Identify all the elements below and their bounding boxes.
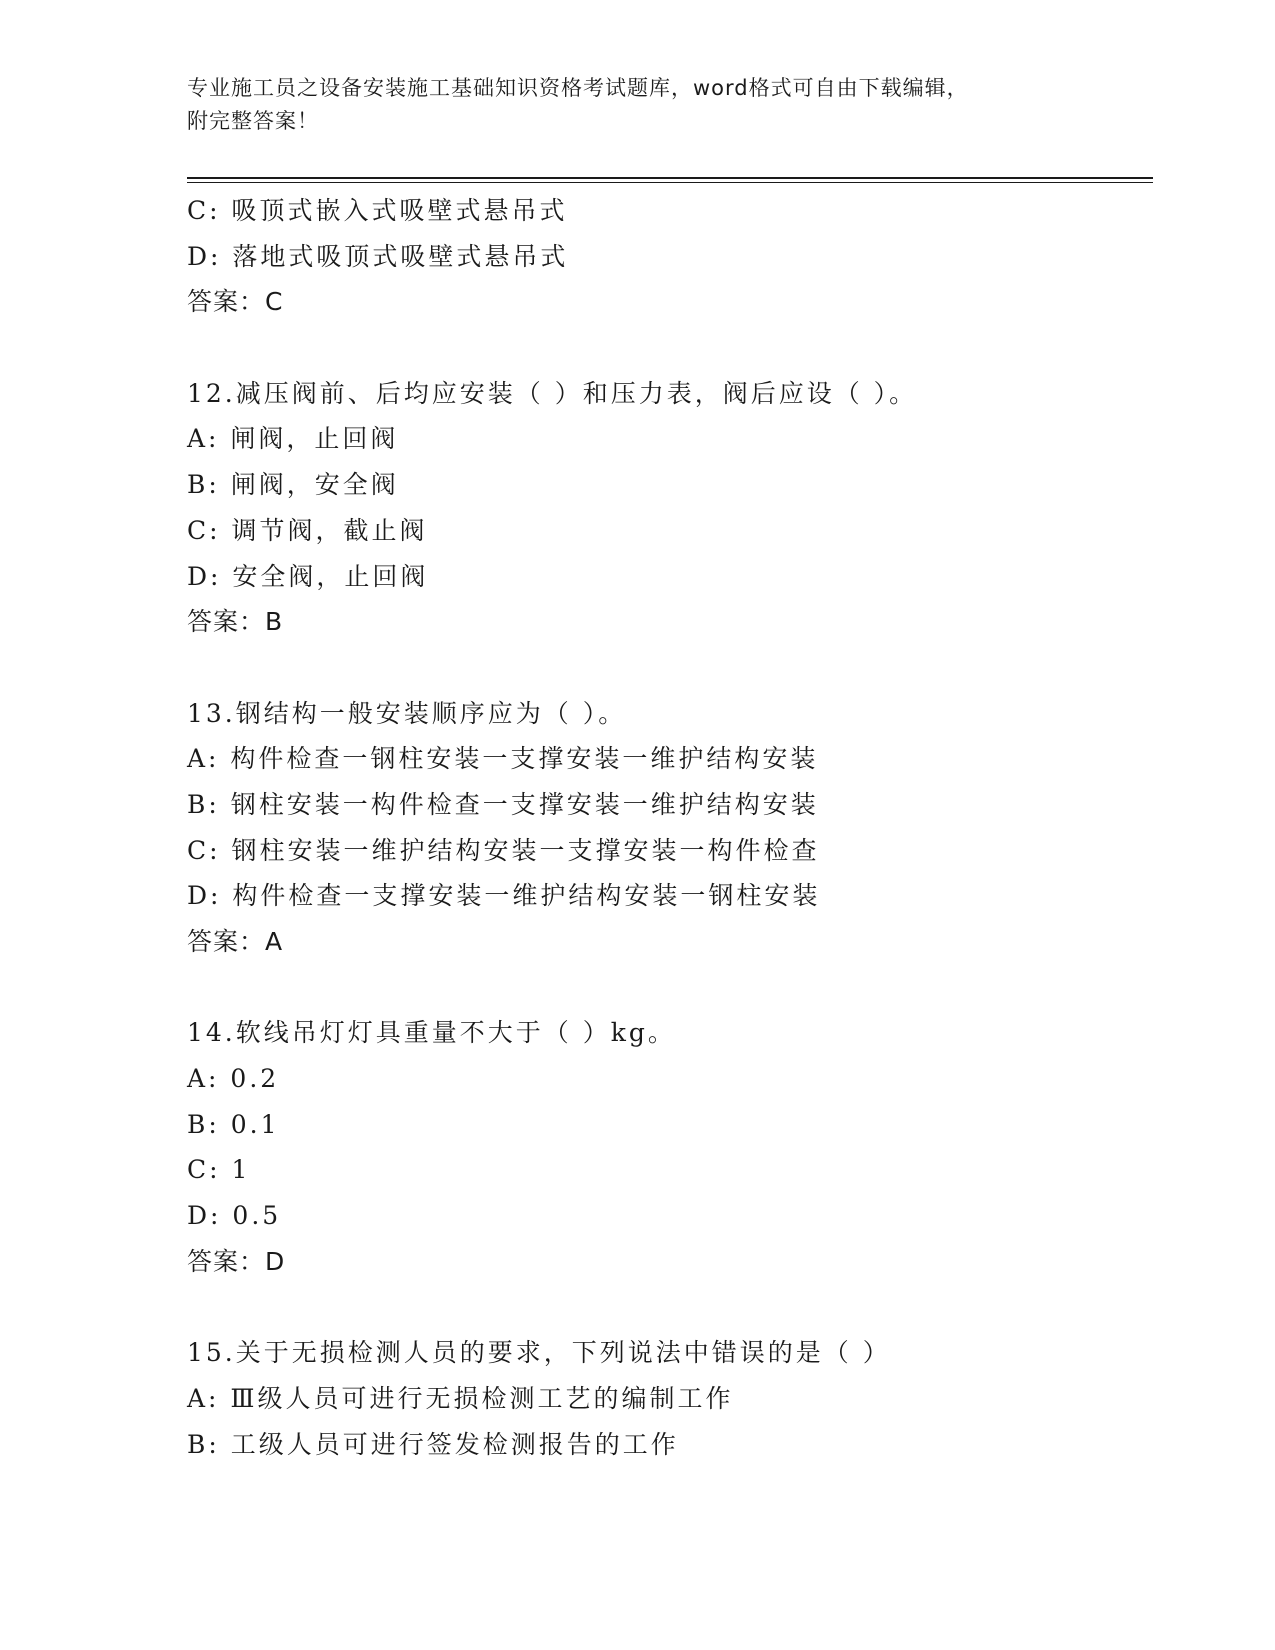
question-14 (187, 1010, 1147, 1284)
option-b: B: 钢柱安装一构件检查一支撑安装一维护结构安装 (187, 789, 819, 819)
answer-line: 答案：B (187, 607, 284, 637)
question-13 (187, 691, 1147, 965)
option-a: A: Ⅲ级人员可进行无损检测工艺的编制工作 (187, 1383, 734, 1413)
document-header (187, 72, 1067, 138)
header-divider-thin (187, 182, 1153, 183)
option-a: A: 0.2 (187, 1064, 280, 1094)
question-spacer (187, 1285, 1147, 1331)
question-15 (187, 1330, 1147, 1467)
option-c: C: 调节阀，截止阀 (187, 515, 428, 545)
option-b: B: 闸阀，安全阀 (187, 470, 399, 500)
answer-line: 答案：A (187, 927, 284, 956)
question-spacer (187, 325, 1147, 371)
option-d: D: 安全阀，止回阀 (187, 561, 429, 591)
answer-line: 答案：C (187, 287, 284, 317)
header-divider-thick (187, 177, 1153, 179)
option-a: A: 闸阀，止回阀 (187, 424, 399, 454)
answer-line: 答案：D (187, 1246, 286, 1276)
option-c: C: 吸顶式嵌入式吸壁式悬吊式 (187, 196, 568, 225)
question-spacer (187, 645, 1147, 691)
question-list (187, 188, 1147, 1467)
header-line-2: 附完整答案！ (187, 109, 319, 133)
header-line-1: 专业施工员之设备安装施工基础知识资格考试题库，word格式可自由下载编辑， (187, 76, 969, 100)
option-b: B: 工级人员可进行签发检测报告的工作 (187, 1429, 679, 1459)
question-12 (187, 371, 1147, 645)
option-d: D: 落地式吸顶式吸壁式悬吊式 (187, 241, 569, 271)
option-d: D: 0.5 (187, 1201, 282, 1231)
question-spacer (187, 965, 1147, 1011)
option-b: B: 0.1 (187, 1109, 280, 1139)
option-c: C: 1 (187, 1155, 251, 1185)
option-d: D: 构件检查一支撑安装一维护结构安装一钢柱安装 (187, 881, 821, 911)
question-stem: 15.关于无损检测人员的要求，下列说法中错误的是（ ） (187, 1338, 891, 1368)
question-stem: 13.钢结构一般安装顺序应为（ ）。 (187, 698, 627, 728)
question-stem: 14.软线吊灯灯具重量不大于（ ）kg。 (187, 1018, 676, 1048)
option-c: C: 钢柱安装一维护结构安装一支撑安装一构件检查 (187, 835, 820, 865)
question-stem: 12.减压阀前、后均应安装（ ）和压力表，阀后应设（ ）。 (187, 378, 918, 408)
option-a: A: 构件检查一钢柱安装一支撑安装一维护结构安装 (187, 744, 819, 774)
